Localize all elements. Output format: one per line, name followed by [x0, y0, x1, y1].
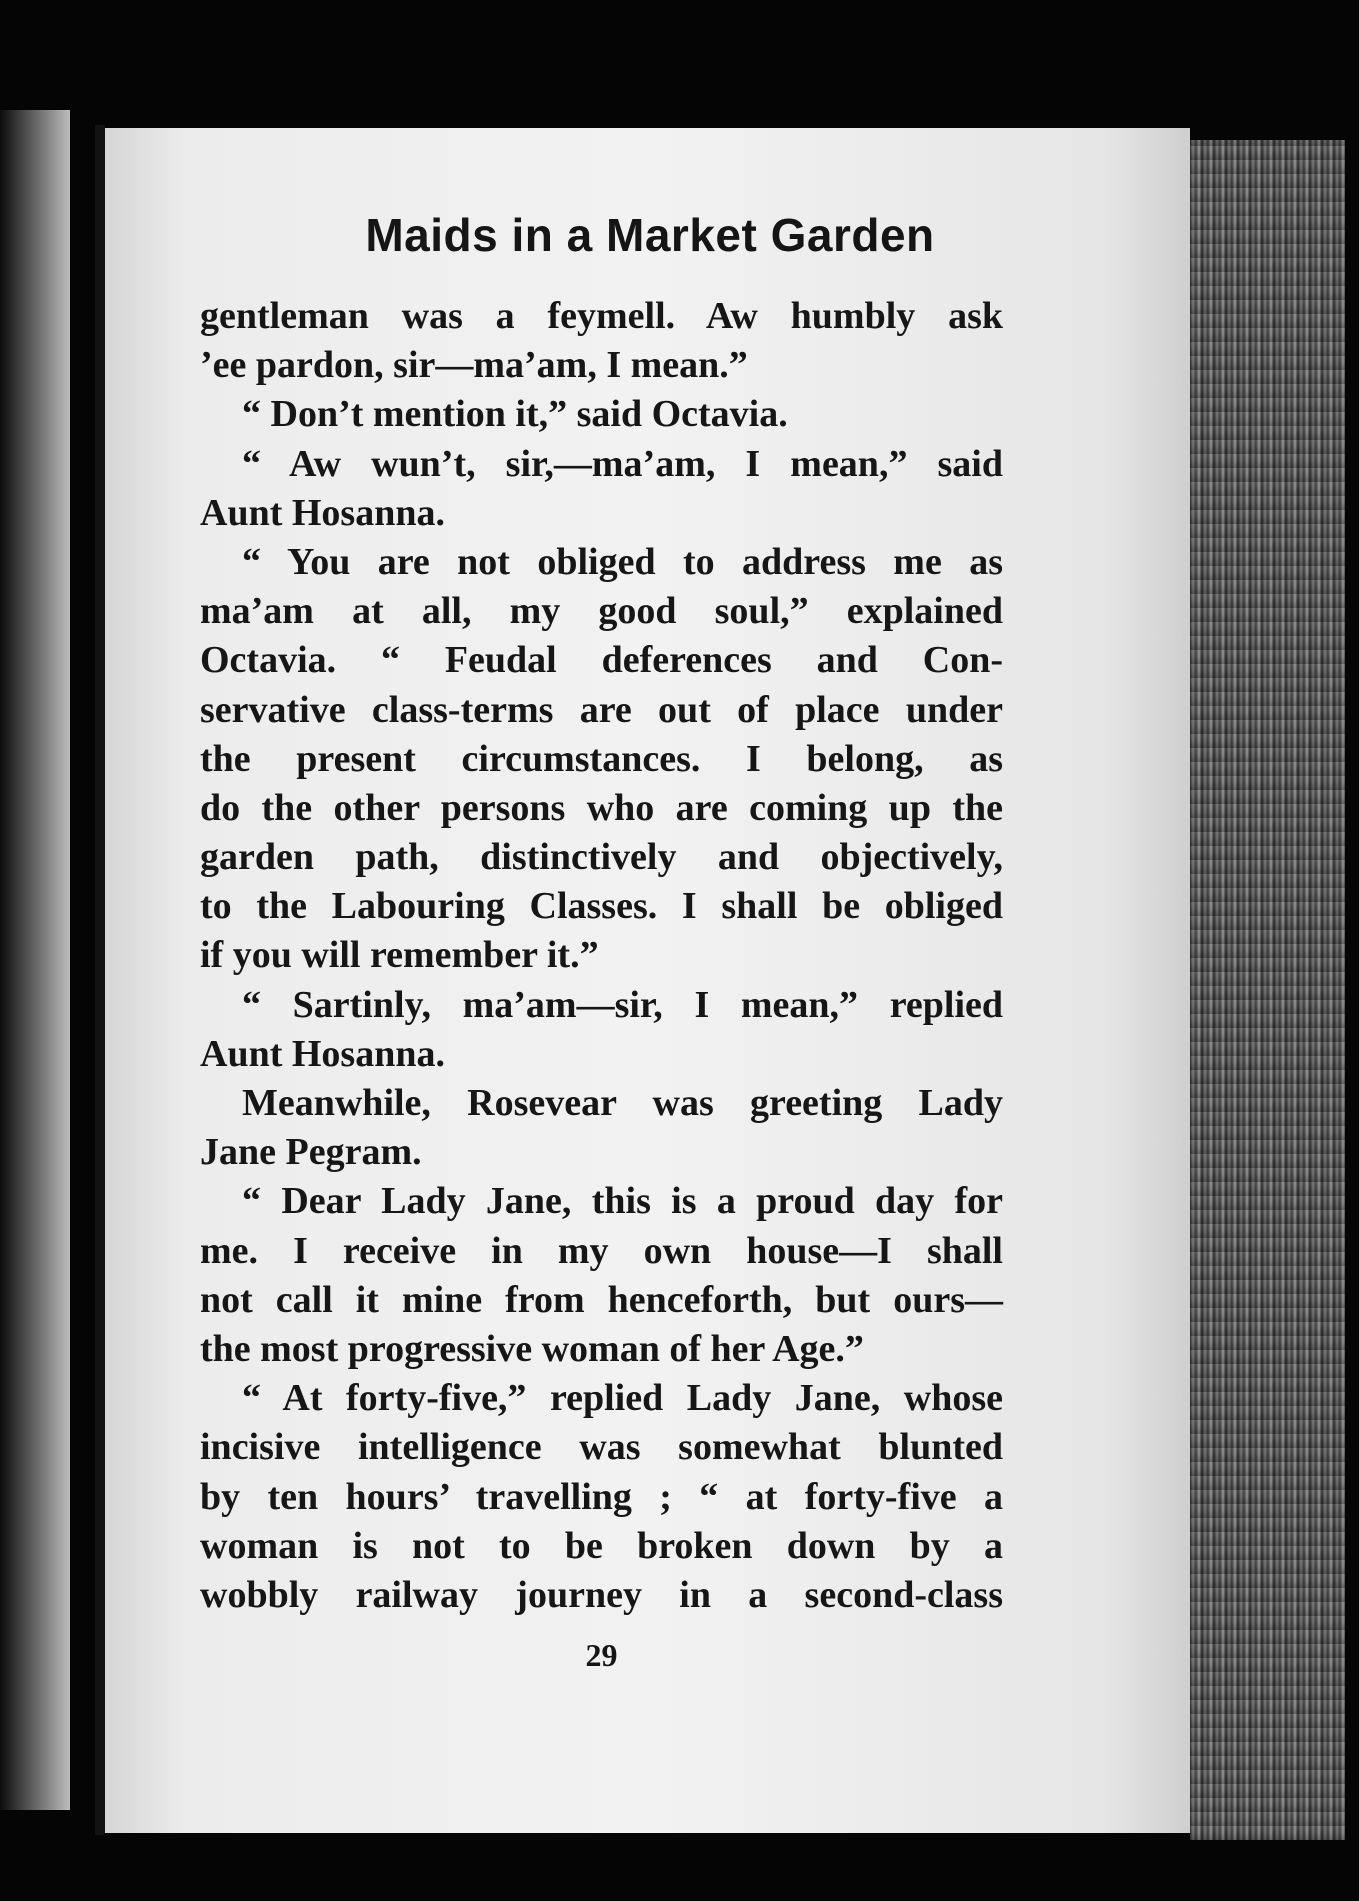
text-line: woman is not to be broken down by a: [200, 1524, 1003, 1567]
page-number: 29: [585, 1637, 618, 1673]
text-line: if you will remember it.”: [200, 934, 599, 977]
text-line: “ You are not obliged to address me as: [242, 540, 1003, 583]
running-head: Maids in a Market Garden: [365, 209, 935, 261]
text-line: Aunt Hosanna.: [200, 1032, 445, 1075]
text-line: the present circumstances. I belong, as: [200, 737, 1003, 780]
text-line: not call it mine from henceforth, but ours—: [200, 1278, 1003, 1321]
text-line: ma’am at all, my good soul,” explained: [200, 590, 1003, 633]
text-line: “ At forty-five,” replied Lady Jane, whose: [242, 1377, 1003, 1420]
text-line: ’ee pardon, sir—ma’am, I mean.”: [200, 344, 748, 387]
text-line: servative class-terms are out of place under: [200, 688, 1003, 731]
gutter-shadow: [95, 125, 105, 1835]
text-line: me. I receive in my own house—I shall: [200, 1229, 1003, 1272]
text-line: “ Sartinly, ma’am—sir, I mean,” replied: [242, 983, 1003, 1026]
text-line: incisive intelligence was somewhat blunted: [200, 1426, 1003, 1469]
text-line: gentleman was a feymell. Aw humbly ask: [200, 295, 1003, 337]
text-line: Octavia. “ Feudal deferences and Con-: [200, 639, 1003, 682]
left-page-edge: [0, 110, 70, 1810]
page-fore-edge-shading: [1190, 140, 1345, 1840]
body-text: [200, 292, 1003, 1620]
text-line: “ Don’t mention it,” said Octavia.: [242, 393, 788, 436]
text-line: “ Dear Lady Jane, this is a proud day for: [242, 1180, 1003, 1223]
text-line: wobbly railway journey in a second-class: [200, 1573, 1003, 1616]
text-line: do the other persons who are coming up the: [200, 786, 1003, 829]
text-line: by ten hours’ travelling ; “ at forty-five a: [200, 1475, 1003, 1518]
text-line: garden path, distinctively and objectively,: [200, 836, 1003, 879]
text-line: the most progressive woman of her Age.”: [200, 1327, 864, 1370]
text-line: to the Labouring Classes. I shall be obliged: [200, 885, 1003, 928]
text-line: Aunt Hosanna.: [200, 491, 445, 534]
text-line: “ Aw wun’t, sir,—ma’am, I mean,” said: [242, 442, 1003, 485]
text-line: Jane Pegram.: [200, 1131, 422, 1174]
text-line: Meanwhile, Rosevear was greeting Lady: [242, 1082, 1003, 1124]
